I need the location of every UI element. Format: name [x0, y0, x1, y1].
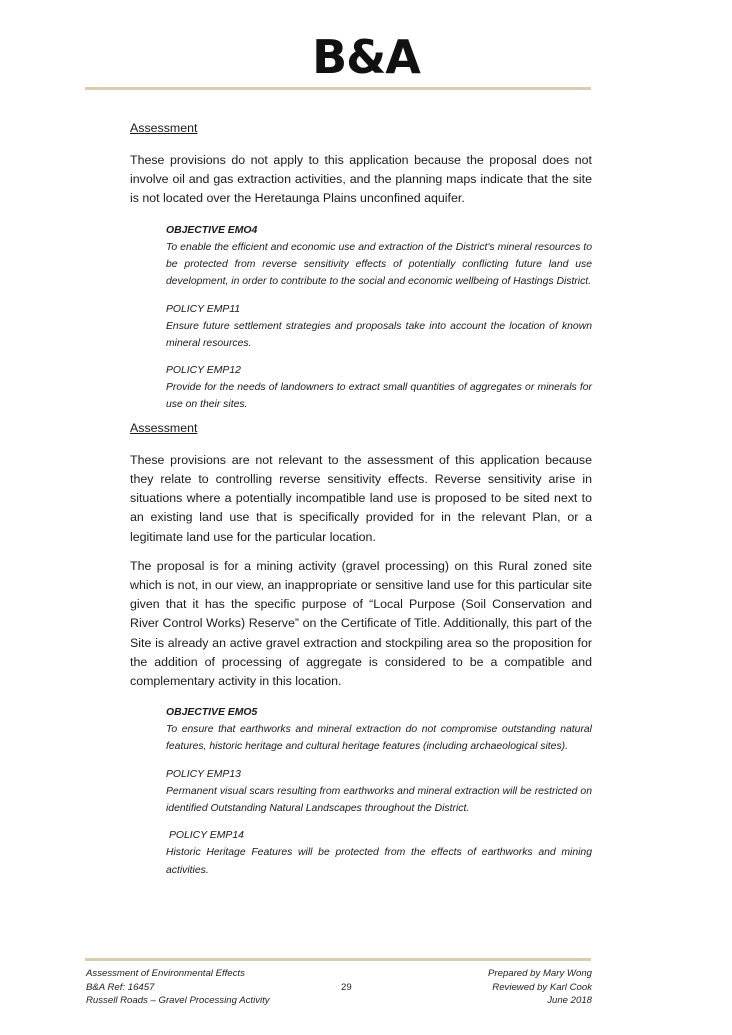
- footer-reviewed-by: Reviewed by Karl Cook: [492, 981, 592, 993]
- policy-title: POLICY EMP14: [169, 830, 244, 842]
- assessment-paragraph-2: These provisions are not relevant to the assessment of this application because they relate to controlling reverse sensitivity effects. Reverse sensitivity arise in situations where a potentially incompatible land use is proposed to be sited next to an existing land use that is specifically provided for in the relevant Plan, or a legitimate land use for the particular location.: [130, 452, 592, 544]
- footer-project: Russell Roads – Gravel Processing Activity: [86, 995, 270, 1007]
- footer-reference: B&A Ref: 16457: [86, 981, 155, 993]
- policy-text: Permanent visual scars resulting from earthworks and mineral extraction will be restricted on identified Outstanding Natural Landscapes throughout the District.: [166, 785, 592, 815]
- header-divider: [85, 87, 591, 90]
- objective-title: OBJECTIVE EMO5: [166, 707, 258, 719]
- assessment-heading-2: Assessment: [130, 420, 198, 435]
- page-number: 29: [341, 981, 352, 993]
- objective-emo5-block: [166, 705, 592, 879]
- footer-left: [86, 967, 270, 1008]
- company-logo: B&A: [312, 30, 420, 84]
- footer-document-title: Assessment of Environmental Effects: [86, 968, 245, 979]
- policy-text: Historic Heritage Features will be protected from the effects of earthworks and mining activities.: [166, 847, 592, 876]
- objective-title: OBJECTIVE EMO4: [166, 224, 258, 236]
- footer-date: June 2018: [547, 995, 592, 1007]
- policy-title: POLICY EMP12: [166, 365, 241, 377]
- policy-title: POLICY EMP11: [166, 303, 241, 315]
- assessment-paragraph-1: These provisions do not apply to this application because the proposal does not involve oil and gas extraction activities, and the planning maps indicate that the site is not located over the Heretaunga Plains unconfined aquifer.: [130, 153, 592, 206]
- objective-text: To ensure that earthworks and mineral extraction do not compromise outstanding natural features, historic heritage and cultural heritage features (including archaeological sites).: [166, 724, 592, 753]
- assessment-paragraph-3: The proposal is for a mining activity (gravel processing) on this Rural zoned site which is not, in our view, an inappropriate or sensitive land use for this particular site given that it has the specific purpose of “Local Purpose (Soil Conservation and River Control Works) Reserve” on the Certificate of Title. Additionally, this part of the Site is already an active gravel extraction and stockpiling area so the proposition for the addition of processing of aggregate is considered to be a compatible and complementary activity in this location.: [130, 558, 592, 688]
- footer-right: [488, 967, 592, 1008]
- policy-text: Ensure future settlement strategies and proposals take into account the location of known mineral resources.: [166, 320, 592, 349]
- assessment-heading-1: Assessment: [130, 121, 198, 135]
- policy-title: POLICY EMP13: [166, 768, 241, 780]
- policy-text: Provide for the needs of landowners to extract small quantities of aggregates or minerals for use on their sites.: [166, 382, 592, 411]
- document-body: [130, 120, 592, 890]
- objective-emo4-block: [166, 223, 592, 414]
- objective-text: To enable the efficient and economic use and extraction of the District's mineral resources to be protected from reverse sensitivity effects of potentially conflicting future land use development, in order to contribute to the social and economic wellbeing of Hastings District.: [166, 241, 592, 288]
- footer-divider: [85, 958, 591, 961]
- footer-prepared-by: Prepared by Mary Wong: [488, 968, 592, 979]
